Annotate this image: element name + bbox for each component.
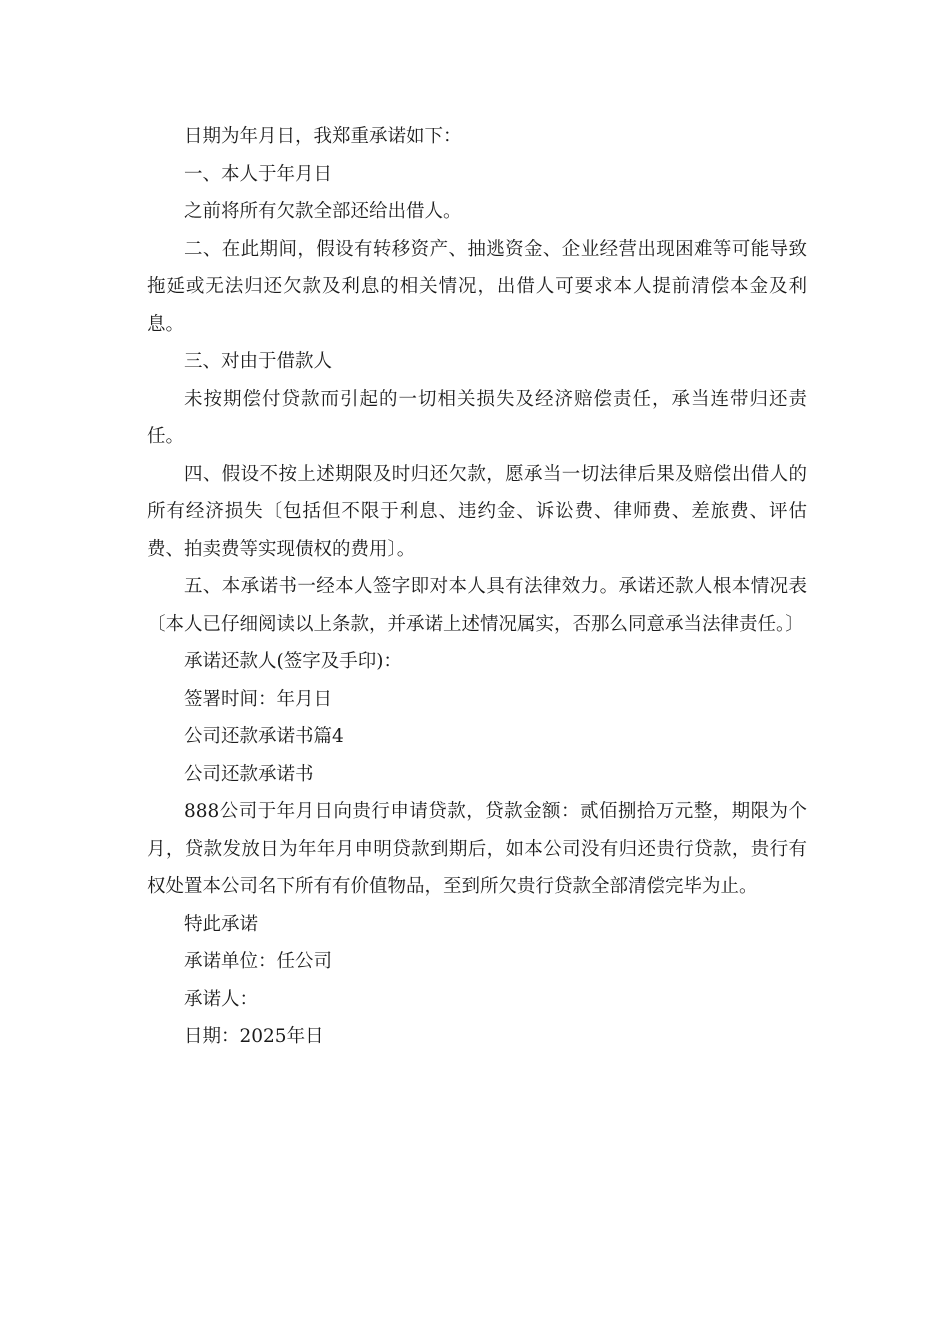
- paragraph-loan-body: 888公司于年月日向贵行申请贷款，贷款金额：贰佰捌拾万元整，期限为个月，贷款发放日为年年月申明贷款到期后，如本公司没有归还贵行贷款，贵行有权处置本公司名下所有有价值物品，至到所欠贵行贷款全部清偿完毕为止。: [147, 801, 807, 897]
- paragraph-clause-1-cont: 之前将所有欠款全部还给出借人。: [184, 201, 462, 222]
- paragraph-final-date: 日期：2025年日: [184, 1026, 324, 1047]
- paragraph-clause-5: 五、本承诺书一经本人签字即对本人具有法律效力。承诺还款人根本情况表〔本人已仔细阅读以上条款，并承诺上述情况属实，否那么同意承当法律责任。〕: [147, 576, 807, 635]
- paragraph-signature: 承诺还款人(签字及手印)：: [184, 651, 402, 672]
- paragraph-title: 公司还款承诺书: [184, 763, 314, 785]
- document-body: [147, 118, 807, 1056]
- paragraph-section-heading: 公司还款承诺书篇4: [184, 726, 344, 747]
- paragraph-unit: 承诺单位：任公司: [184, 951, 333, 972]
- paragraph-promisor: 承诺人：: [184, 988, 259, 1010]
- paragraph-clause-3: 三、对由于借款人: [184, 351, 333, 372]
- paragraph-hereby: 特此承诺: [184, 913, 259, 935]
- paragraph-clause-1: 一、本人于年月日: [184, 163, 333, 185]
- paragraph-date-intro: 日期为年月日，我郑重承诺如下：: [184, 126, 462, 147]
- paragraph-clause-2: 二、在此期间，假设有转移资产、抽逃资金、企业经营出现困难等可能导致拖延或无法归还欠款及利息的相关情况，出借人可要求本人提前清偿本金及利息。: [147, 238, 807, 335]
- paragraph-sign-date: 签署时间：年月日: [184, 688, 333, 710]
- paragraph-clause-3-cont: 未按期偿付贷款而引起的一切相关损失及经济赔偿责任，承当连带归还责任。: [147, 388, 807, 447]
- paragraph-clause-4: 四、假设不按上述期限及时归还欠款，愿承当一切法律后果及赔偿出借人的所有经济损失〔包括但不限于利息、违约金、诉讼费、律师费、差旅费、评估费、拍卖费等实现债权的费用〕。: [147, 463, 807, 560]
